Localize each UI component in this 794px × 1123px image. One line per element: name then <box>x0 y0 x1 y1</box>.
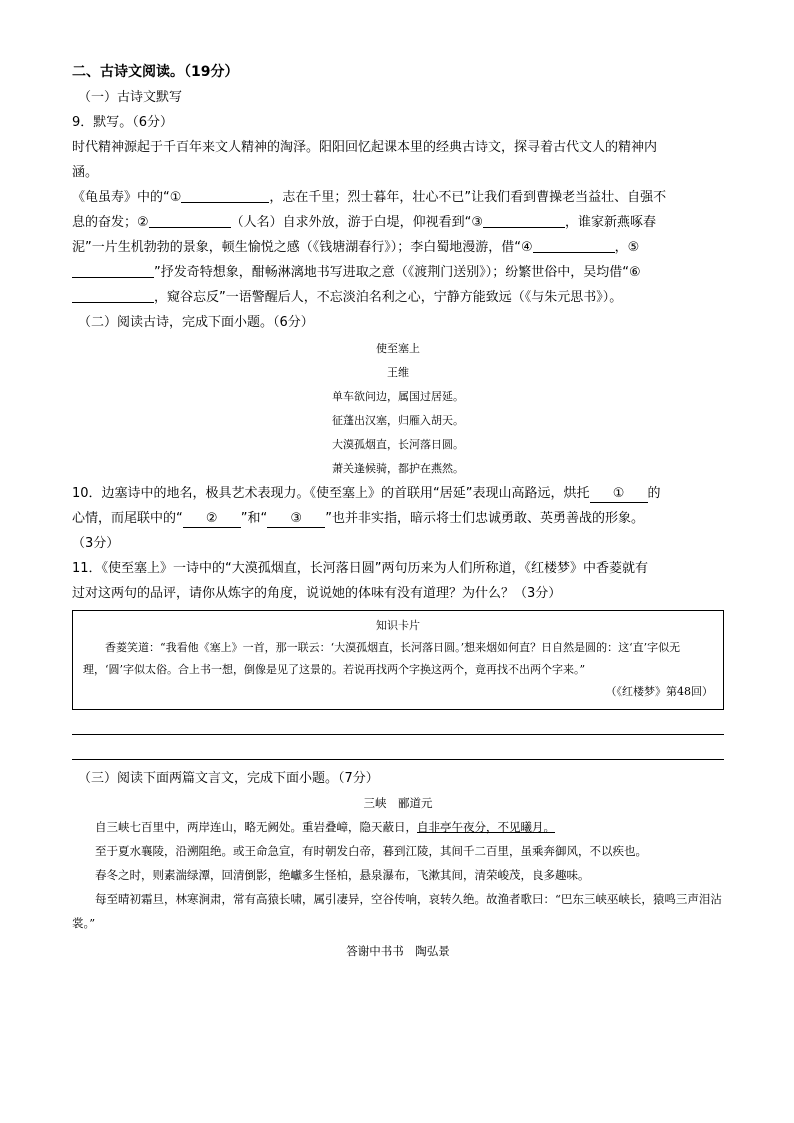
q10-text: ”和“ <box>240 511 268 526</box>
q10-line2 <box>72 506 724 531</box>
q10-text: 的 <box>647 486 661 501</box>
part2-title: （二）阅读古诗，完成下面小题。（6分） <box>78 315 314 330</box>
answer-blank-3[interactable] <box>483 213 565 228</box>
poem-line: 单车欲问边，属国过居延。 <box>332 390 464 403</box>
part3-title: （三）阅读下面两篇文言文，完成下面小题。（7分） <box>78 771 379 786</box>
q9-line3 <box>72 235 724 260</box>
q9-text: （人名）自求外放，游于白堤，仰视看到“③ <box>230 215 484 230</box>
q9-line4 <box>72 260 724 285</box>
answer-blank-2[interactable] <box>149 213 231 228</box>
q9-text: ，谁家新燕啄春 <box>565 215 657 230</box>
q9-stem: 9．默写。（6分） <box>72 115 174 130</box>
answer-blank-q10-1[interactable]: ① <box>590 486 648 503</box>
exam-page <box>72 60 724 963</box>
text1-paragraph: 每至晴初霜旦，林寒涧肃，常有高猿长啸，属引凄异，空谷传响，哀转久绝。故渔者歌曰：“巴东三峡巫峡长，猿鸣三声泪沾裳。” <box>72 892 722 930</box>
poem-line: 萧关逢候骑，都护在燕然。 <box>332 462 464 475</box>
q9-line1 <box>72 185 724 210</box>
classical-text-1 <box>72 791 724 935</box>
q10-text: 10．边塞诗中的地名，极具艺术表现力。《使至塞上》的首联用“居延”表现山高路远，烘托 <box>72 486 590 501</box>
answer-blank-4[interactable] <box>533 238 615 253</box>
text1-title: 三峡 郦道元 <box>363 796 433 810</box>
q9-line5 <box>72 285 724 310</box>
q9-text: 《龟虽寿》中的“① <box>72 190 182 205</box>
answer-line-1[interactable] <box>72 710 724 735</box>
q10-line1 <box>72 481 724 506</box>
poem-author: 王维 <box>387 366 409 379</box>
text2-title: 答谢中书书 陶弘景 <box>346 944 450 958</box>
poem-title: 使至塞上 <box>376 342 420 355</box>
q10-text: ”也并非实指，暗示将士们忠诚勇敢、英勇善战的形象。 <box>325 511 644 526</box>
q9-intro-line2: 涵。 <box>72 165 99 180</box>
q9-text: 息的奋发；② <box>72 215 149 230</box>
answer-blank-1[interactable] <box>181 188 269 203</box>
section-title: 二、古诗文阅读。（19分） <box>72 64 239 80</box>
q9-text: 泥”一片生机勃勃的景象，顿生愉悦之感（《钱塘湖春行》）；李白蜀地漫游，借“④ <box>72 240 533 255</box>
answer-blank-5[interactable] <box>72 263 154 278</box>
q9-text: ，⑤ <box>614 240 640 255</box>
poem-line: 大漠孤烟直，长河落日圆。 <box>332 438 464 451</box>
knowledge-card <box>72 610 724 710</box>
q9-line2 <box>72 210 724 235</box>
q10-score: （3分） <box>72 536 120 551</box>
q11-line1: 11．《使至塞上》一诗中的“大漠孤烟直，长河落日圆”两句历来为人们所称道，《红楼梦》中香菱就有 <box>72 561 649 576</box>
q10-text: 心情，而尾联中的“ <box>72 511 183 526</box>
answer-line-2[interactable] <box>72 735 724 760</box>
text1-sentence: 自三峡七百里中，两岸连山，略无阙处。重岩叠嶂，隐天蔽日， <box>95 820 417 834</box>
q9-text: ”抒发奇特想象，酣畅淋漓地书写进取之意（《渡荆门送别》）；纷繁世俗中，吴均借“⑥ <box>154 265 641 280</box>
card-source: （《红楼梦》第48回） <box>605 685 713 698</box>
text1-paragraph: 春冬之时，则素湍绿潭，回清倒影，绝巘多生怪柏，悬泉瀑布，飞漱其间，清荣峻茂，良多趣味。 <box>95 868 590 882</box>
text1-paragraph: 至于夏水襄陵，沿溯阻绝。或王命急宣，有时朝发白帝，暮到江陵，其间千二百里，虽乘奔御风，不以疾也。 <box>95 844 647 858</box>
answer-blank-q10-3[interactable]: ③ <box>267 511 325 528</box>
poem <box>72 337 724 481</box>
card-title: 知识卡片 <box>376 619 420 632</box>
q11-line2: 过对这两句的品评，请你从炼字的角度，说说她的体味有没有道理？为什么？（3分） <box>72 586 562 601</box>
poem-line: 征蓬出汉塞，归雁入胡天。 <box>332 414 464 427</box>
q9-intro-line1: 时代精神源起于千百年来文人精神的淘泽。阳阳回忆起课本里的经典古诗文，探寻着古代文人的精神内 <box>72 140 658 155</box>
q9-text: ，窥谷忘反”一语警醒后人，不忘淡泊名利之心，宁静方能致远（《与朱元思书》）。 <box>154 290 623 305</box>
q9-text: ，志在千里；烈士暮年，壮心不已”让我们看到曹操老当益壮、自强不 <box>269 190 667 205</box>
answer-blank-q10-2[interactable]: ② <box>183 511 241 528</box>
underlined-sentence: 自非亭午夜分，不见曦月。 <box>417 820 555 834</box>
part1-title: （一）古诗文默写 <box>78 90 183 105</box>
answer-blank-6[interactable] <box>72 288 154 303</box>
card-body: 香菱笑道：“我看他《塞上》一首，那一联云：‘大漠孤烟直，长河落日圆。’想来烟如何直？日自然是圆的：这‘直’字似无理，‘圆’字似太俗。合上书一想，倒像是见了这景的。若说再找两个字换这两个，竟再找不出两个字来。” <box>83 641 681 676</box>
text1-paragraph <box>72 815 724 839</box>
